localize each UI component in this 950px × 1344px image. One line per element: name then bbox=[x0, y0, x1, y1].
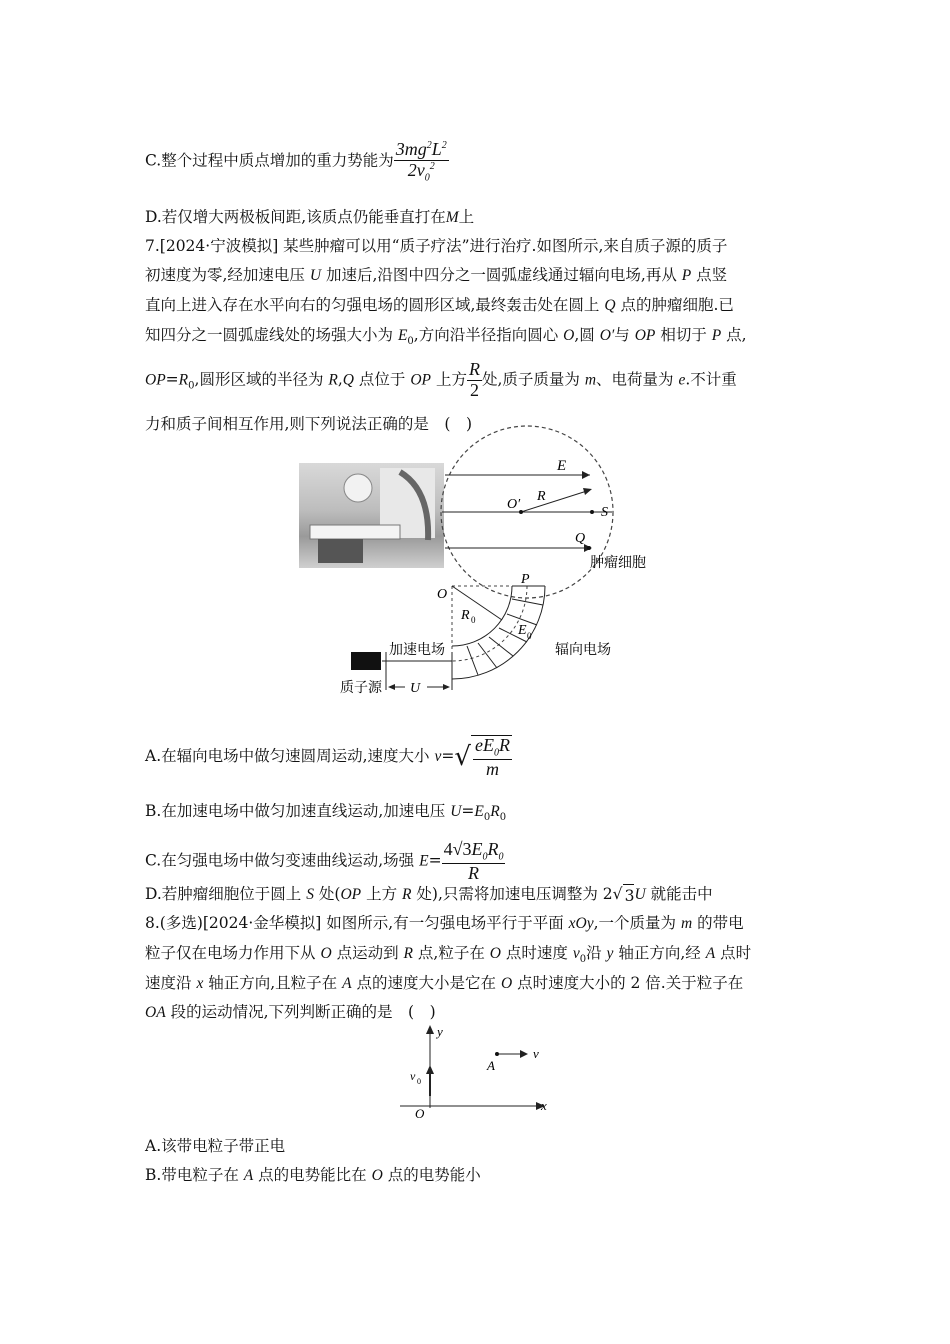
q7-line3: 直向上进入存在水平向右的匀强电场的圆形区域,最终轰击处在圆上 Q 点的肿瘤细胞.已 bbox=[145, 296, 734, 314]
q7-line5: $OP=R_0$,圆形区域的半径为 R,Q 点位于 OP 上方 $\frac{R}{2}$ 处,质子质量为 m、电荷量为 e.不计重 bbox=[145, 359, 737, 400]
photo-details bbox=[310, 468, 435, 563]
label-radial-field: 辐向电场 bbox=[555, 642, 611, 658]
q7-line1: 7.[2024·宁波模拟] 某些肿瘤可以用“质子疗法”进行治疗.如图所示,来自质子源的质子 bbox=[145, 237, 728, 255]
sqrt-expression: √ $\frac{eE_0R}{m}$ bbox=[454, 735, 510, 779]
option-d-top: D.若仅增大两极板间距,该质点仍能垂直打在M上 bbox=[145, 208, 475, 226]
label-O: O bbox=[437, 587, 448, 602]
q7-option-c: C.在匀强电场中做匀变速曲线运动,场强 E= $\frac{4√3E_0R_0}{R}$ bbox=[145, 839, 504, 883]
q8-line2: 粒子仅在电场力作用下从 O 点运动到 R 点,粒子在 O 点时速度 $v_0$沿 y 轴正方向,经 A 点时 bbox=[145, 944, 752, 966]
q8-line3: 速度沿 x 轴正方向,且粒子在 A 点的速度大小是它在 O 点时速度大小的 2 倍.关于粒子在 bbox=[145, 974, 744, 992]
radius-line bbox=[521, 490, 590, 512]
label-P: P bbox=[521, 572, 530, 587]
q7-line2: 初速度为零,经加速电压 U 加速后,沿图中四分之一圆弧虚线通过辐向电场,再从 P 点竖 bbox=[145, 266, 728, 284]
q8-line1: 8.(多选)[2024·金华模拟] 如图所示,有一匀强电场平行于平面 xOy,一个质量为 m 的带电 bbox=[145, 914, 744, 932]
label-v: v bbox=[533, 1046, 539, 1061]
label-accel-field: 加速电场 bbox=[389, 642, 445, 658]
label-proton-source: 质子源 bbox=[340, 680, 382, 696]
label-x: x bbox=[541, 1098, 547, 1113]
label-A: A bbox=[487, 1058, 495, 1073]
point-A bbox=[495, 1052, 499, 1056]
potential-energy-fraction: $\frac{3mg^2L^2}{2v_0^2}$ bbox=[395, 139, 447, 184]
q7-option-a: A.在辐向电场中做匀速圆周运动,速度大小 v=√ $\frac{eE_0R}{m}$ bbox=[145, 735, 510, 779]
field-strength-fraction: $\frac{4√3E_0R_0}{R}$ bbox=[443, 839, 504, 883]
label-Oprime: O′ bbox=[507, 497, 521, 512]
svg-text:0: 0 bbox=[471, 615, 476, 625]
half-radius-fraction: $\frac{R}{2}$ bbox=[468, 359, 480, 400]
label-R0: R bbox=[461, 608, 470, 623]
q7-option-d: D.若肿瘤细胞位于圆上 S 处(OP 上方 R 处),只需将加速电压调整为 2√ 3U 就能击中 bbox=[145, 885, 713, 905]
label-tumor: 肿瘤细胞 bbox=[590, 555, 646, 571]
label-O: O bbox=[415, 1106, 425, 1120]
label-S: S bbox=[601, 505, 608, 520]
label-R: R bbox=[537, 489, 546, 504]
proton-source-box bbox=[351, 652, 381, 670]
label-E0: E bbox=[518, 623, 527, 638]
xoy-diagram bbox=[395, 1020, 565, 1120]
radial-path-arc bbox=[452, 586, 527, 661]
svg-text:0: 0 bbox=[417, 1077, 421, 1086]
label-v0: v bbox=[410, 1069, 416, 1083]
label-E: E bbox=[557, 458, 567, 474]
option-text: C.整个过程中质点增加的重力势能为 bbox=[145, 151, 394, 170]
q7-line4: 知四分之一圆弧虚线处的场强大小为 $E_0$,方向沿半径指向圆心 O,圆 O′与 OP 相切于 P 点, bbox=[145, 326, 747, 348]
svg-text:0: 0 bbox=[527, 631, 532, 641]
radial-field-arrows bbox=[467, 599, 543, 675]
q8-option-b: B.带电粒子在 A 点的电势能比在 O 点的电势能小 bbox=[145, 1166, 481, 1184]
label-Q: Q bbox=[575, 531, 586, 546]
q8-line4: OA 段的运动情况,下列判断正确的是 ( ) bbox=[145, 1003, 436, 1021]
label-U: U bbox=[410, 681, 421, 696]
label-y: y bbox=[437, 1024, 443, 1039]
q7-line6: 力和质子间相互作用,则下列说法正确的是 ( ) bbox=[145, 415, 473, 433]
q7-option-b: B.在加速电场中做匀加速直线运动,加速电压 $U=E_0R_0$ bbox=[145, 802, 507, 824]
q8-option-a: A.该带电粒子带正电 bbox=[145, 1137, 286, 1155]
